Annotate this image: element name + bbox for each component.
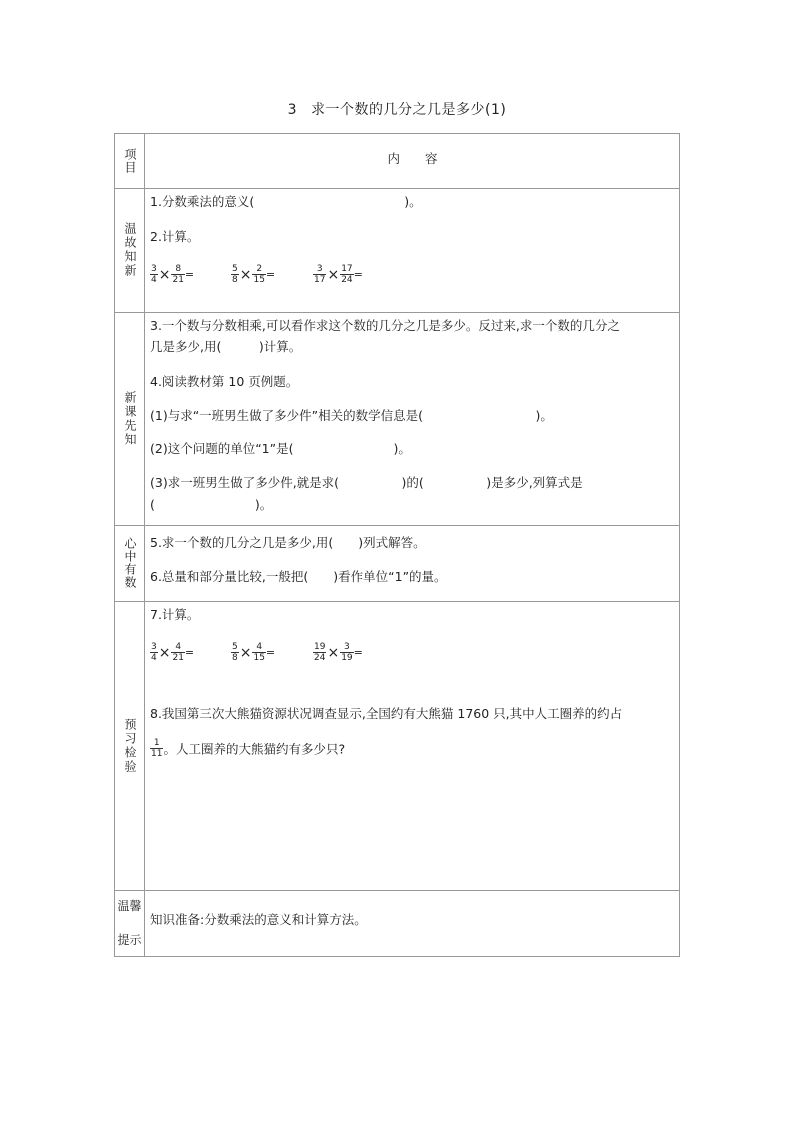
numerator: 8 bbox=[171, 264, 184, 275]
preview-expression-3 bbox=[313, 642, 363, 663]
question-4-1: (1)与求“一班男生做了多少件”相关的数学信息是( )。 bbox=[150, 408, 553, 423]
question-1: 1.分数乘法的意义( )。 bbox=[150, 194, 422, 209]
new-label-text: 新课先知 bbox=[123, 390, 137, 447]
denominator: 15 bbox=[253, 653, 265, 663]
denominator: 21 bbox=[172, 653, 184, 663]
section-label-tips bbox=[115, 890, 144, 957]
denominator: 15 bbox=[253, 275, 265, 285]
question-8-line-2-text: 。人工圈养的大熊猫约有多少只? bbox=[163, 741, 346, 757]
denominator: 11 bbox=[151, 749, 163, 759]
header-item-text: 项目 bbox=[123, 148, 137, 174]
numerator: 1 bbox=[150, 738, 163, 749]
equals-sign: = bbox=[353, 646, 363, 659]
question-3-line-1: 3.一个数与分数相乘,可以看作求这个数的几分之几是多少。反过来,求一个数的几分之 bbox=[150, 318, 620, 333]
equals-sign: = bbox=[184, 268, 195, 281]
fraction bbox=[171, 642, 184, 663]
review-expression-1 bbox=[150, 264, 194, 285]
numerator: 3 bbox=[313, 264, 326, 275]
preview-expression-2 bbox=[231, 642, 275, 663]
section-label-heart bbox=[115, 525, 144, 601]
times-sign: × bbox=[239, 266, 252, 283]
numerator: 2 bbox=[252, 264, 265, 275]
numerator: 3 bbox=[151, 264, 157, 274]
equals-sign: = bbox=[184, 646, 195, 659]
numerator: 5 bbox=[232, 264, 238, 274]
fraction bbox=[340, 264, 353, 285]
numerator: 4 bbox=[171, 642, 184, 653]
preview-expression-1 bbox=[150, 642, 194, 663]
numerator: 3 bbox=[340, 642, 353, 653]
header-content-label: 内 容 bbox=[387, 151, 438, 166]
question-8-line-1: 8.我国第三次大熊猫资源状况调查显示,全国约有大熊猫 1760 只,其中人工圈养的约占 bbox=[150, 706, 623, 721]
section-label-preview bbox=[115, 601, 144, 890]
review-expression-2 bbox=[231, 264, 275, 285]
equals-sign: = bbox=[265, 646, 276, 659]
equals-sign: = bbox=[353, 268, 363, 281]
heart-label-text: 心中有数 bbox=[123, 537, 137, 589]
numerator: 3 bbox=[151, 642, 157, 652]
fraction bbox=[150, 642, 158, 663]
numerator: 17 bbox=[341, 264, 353, 274]
question-4-3-line-2: ( )。 bbox=[150, 497, 273, 512]
page-title bbox=[0, 99, 794, 119]
tips-text: 知识准备:分数乘法的意义和计算方法。 bbox=[150, 912, 367, 927]
section-label-new bbox=[115, 312, 144, 525]
column-divider bbox=[144, 134, 145, 956]
times-sign: × bbox=[158, 266, 171, 283]
row-divider bbox=[115, 525, 679, 526]
fraction bbox=[252, 642, 265, 663]
question-4: 4.阅读教材第 10 页例题。 bbox=[150, 374, 299, 389]
denominator: 4 bbox=[151, 653, 157, 663]
denominator: 8 bbox=[232, 275, 238, 285]
fraction bbox=[231, 264, 239, 285]
fraction bbox=[313, 642, 326, 663]
fraction bbox=[150, 738, 163, 759]
numerator: 19 bbox=[314, 642, 326, 652]
times-sign: × bbox=[239, 644, 252, 661]
question-5: 5.求一个数的几分之几是多少,用( )列式解答。 bbox=[150, 535, 426, 550]
question-8-line-2 bbox=[150, 738, 345, 759]
fraction bbox=[340, 642, 353, 663]
preview-label-text: 预习检验 bbox=[123, 717, 137, 774]
equals-sign: = bbox=[265, 268, 276, 281]
fraction bbox=[252, 264, 265, 285]
lesson-title: 求一个数的几分之几是多少(1) bbox=[311, 102, 507, 118]
denominator: 24 bbox=[314, 653, 326, 663]
fraction bbox=[313, 264, 326, 285]
question-7: 7.计算。 bbox=[150, 607, 200, 622]
question-6: 6.总量和部分量比较,一般把( )看作单位“1”的量。 bbox=[150, 569, 447, 584]
denominator: 21 bbox=[172, 275, 184, 285]
tips-label-bottom: 提示 bbox=[117, 932, 142, 947]
section-label-review bbox=[115, 188, 144, 312]
question-3-line-2: 几是多少,用( )计算。 bbox=[150, 339, 302, 354]
row-divider bbox=[115, 601, 679, 602]
header-item-label bbox=[115, 134, 144, 188]
question-4-2: (2)这个问题的单位“1”是( )。 bbox=[150, 441, 411, 456]
review-label-text: 温故知新 bbox=[123, 222, 137, 278]
tips-label-top: 温馨 bbox=[117, 899, 142, 914]
row-divider bbox=[115, 188, 679, 189]
denominator: 24 bbox=[341, 275, 353, 285]
fraction bbox=[171, 264, 184, 285]
numerator: 4 bbox=[252, 642, 265, 653]
denominator: 17 bbox=[314, 275, 326, 285]
worksheet-table bbox=[114, 133, 680, 957]
times-sign: × bbox=[327, 266, 340, 283]
numerator: 5 bbox=[232, 642, 238, 652]
times-sign: × bbox=[327, 644, 340, 661]
question-4-3-line-1: (3)求一班男生做了多少件,就是求( )的( )是多少,列算式是 bbox=[150, 475, 583, 490]
review-expression-3 bbox=[313, 264, 363, 285]
denominator: 8 bbox=[232, 653, 238, 663]
denominator: 19 bbox=[341, 653, 353, 663]
fraction bbox=[150, 264, 158, 285]
row-divider bbox=[115, 312, 679, 313]
row-divider bbox=[115, 890, 679, 891]
times-sign: × bbox=[158, 644, 171, 661]
question-2: 2.计算。 bbox=[150, 229, 200, 244]
denominator: 4 bbox=[151, 275, 157, 285]
fraction bbox=[231, 642, 239, 663]
lesson-number: 3 bbox=[287, 102, 298, 118]
